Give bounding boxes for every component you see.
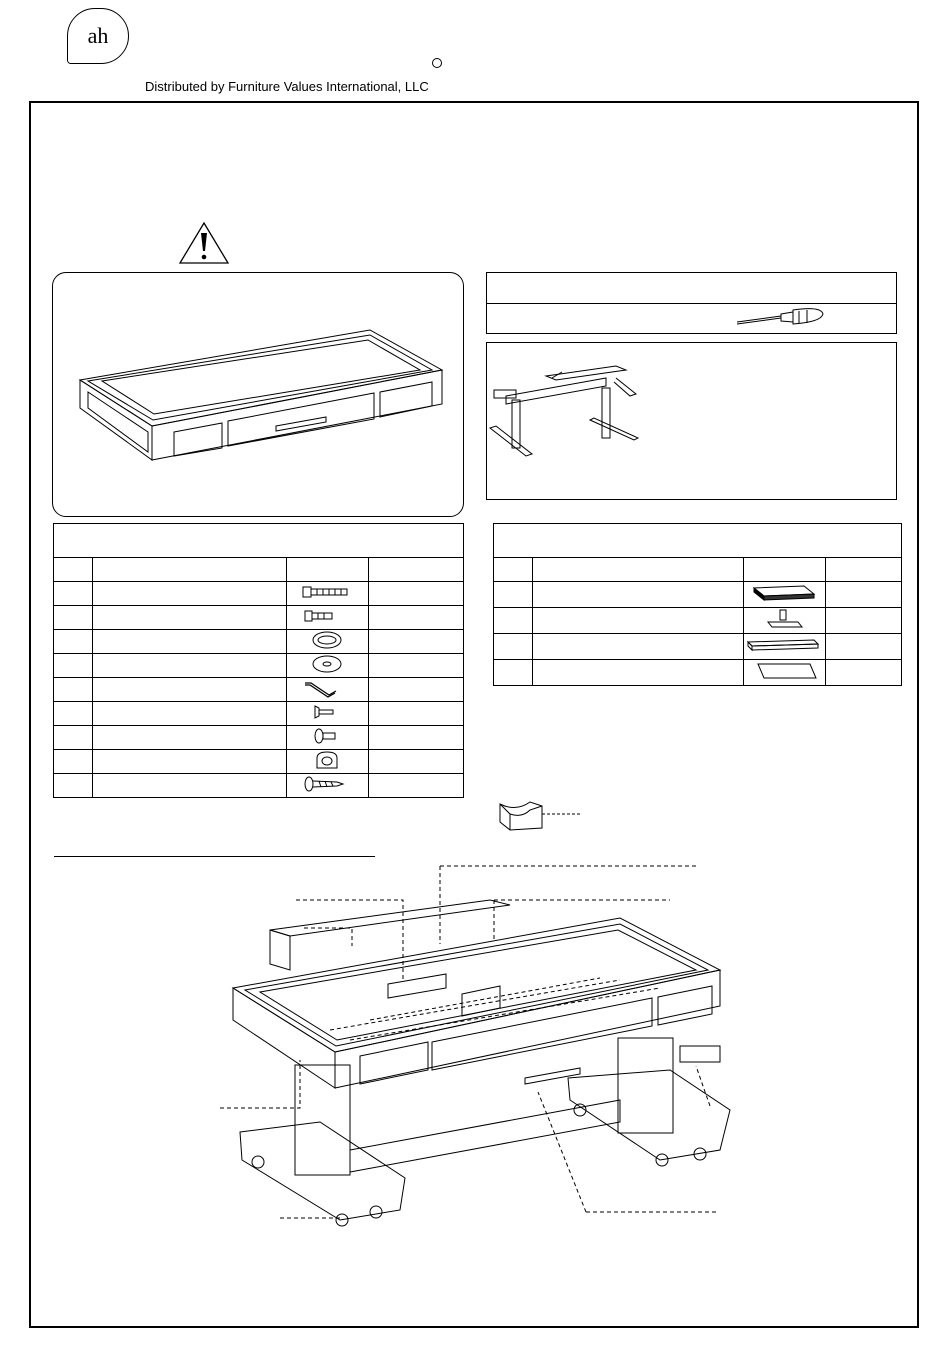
flat-washer-icon (287, 654, 368, 674)
table-row (54, 630, 464, 654)
table-row (494, 660, 902, 686)
bracket-icon (744, 608, 825, 630)
spring-washer-icon (287, 630, 368, 650)
tools-divider (486, 303, 897, 304)
allen-key-icon (287, 678, 368, 698)
short-bolt-icon (287, 606, 368, 626)
panel-sheet-icon (744, 660, 825, 682)
table-row (54, 702, 464, 726)
section-underline (54, 856, 375, 857)
flat-screw-icon (287, 702, 368, 722)
parts-table-header (494, 524, 902, 558)
brand-logo (67, 8, 129, 64)
hardware-table-header (54, 524, 464, 558)
table-row (54, 678, 464, 702)
table-row (54, 774, 464, 798)
table-row (54, 582, 464, 606)
cable-clip-icon (287, 750, 368, 770)
warning-triangle-icon (178, 221, 230, 265)
table-row (494, 634, 902, 660)
round-screw-icon (287, 726, 368, 746)
hardware-table (53, 523, 464, 798)
tabletop-illustration (52, 272, 464, 517)
table-row (54, 750, 464, 774)
distributor-line: Distributed by Furniture Values International, LLC (145, 79, 429, 94)
rail-icon (744, 634, 825, 656)
wood-screw-icon (287, 774, 368, 794)
assembled-desk-illustration (200, 860, 740, 1230)
table-row (494, 608, 902, 634)
table-row (494, 558, 902, 582)
table-row (54, 558, 464, 582)
parts-table (493, 523, 902, 686)
foot-block-illustration (496, 796, 586, 836)
table-row (54, 654, 464, 678)
table-row (54, 726, 464, 750)
screwdriver-icon (735, 304, 825, 328)
table-row (494, 582, 902, 608)
desk-frame-illustration (486, 342, 646, 462)
logo-text: ah (87, 23, 109, 48)
table-row (54, 606, 464, 630)
long-bolt-icon (287, 582, 368, 602)
control-box-icon (744, 582, 825, 604)
circle-mark-icon (432, 58, 442, 68)
